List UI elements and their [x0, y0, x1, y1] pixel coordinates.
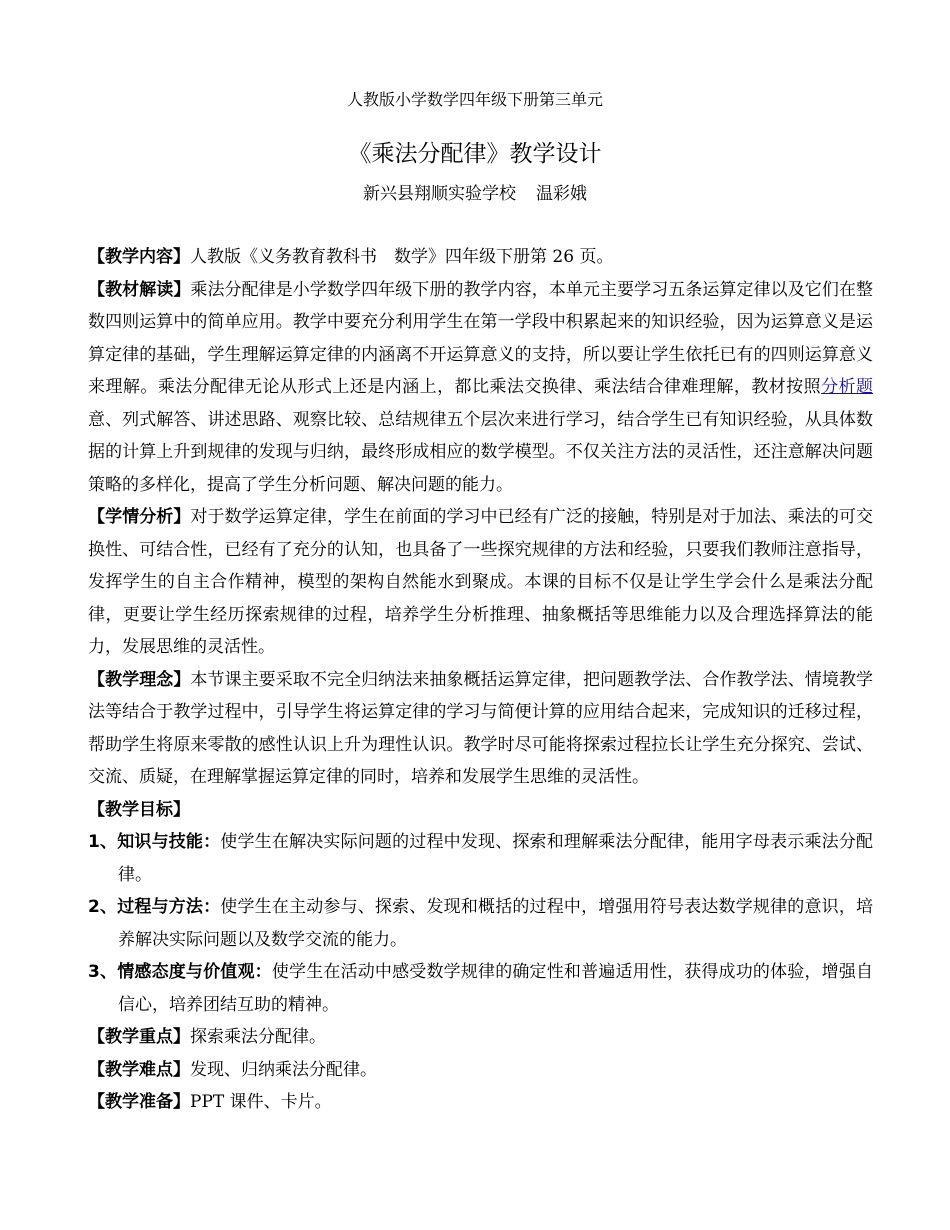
section-textbook	[88, 274, 873, 502]
goal-number: 2、	[88, 897, 118, 917]
section-key-point	[88, 1021, 873, 1054]
goal-label: 过程与方法：	[117, 897, 221, 917]
author-line	[0, 182, 950, 206]
document-body	[88, 241, 873, 1119]
section-label: 【教学理念】	[88, 669, 191, 690]
goal-number: 3、	[88, 962, 118, 982]
author-name: 温彩娥	[536, 184, 587, 204]
section-text: PPT 课件、卡片。	[190, 1092, 332, 1112]
section-label: 【教学目标】	[88, 799, 190, 820]
goal-label: 情感态度与价值观：	[117, 962, 272, 982]
section-text: 对于数学运算定律，学生在前面的学习中已经有广泛的接触，特别是对于加法、乘法的可交换性、可结合性，已经有了充分的认知，也具备了一些探究规律的方法和经验，只要我们教师注意指导，发挥学生的自主合作精神，模型的架构自然能水到聚成。本课的目标不仅是让学生学会什么是乘法分配律，更要让学生经历探索规律的过程，培养学生分析推理、抽象概括等思维能力以及合理选择算法的能力，发展思维的灵活性。	[88, 507, 874, 657]
goal-text: 使学生在活动中感受数学规律的确定性和普遍适用性，获得成功的体验，增强自信心，培养团结互助的精神。	[118, 962, 874, 1015]
section-goals-heading	[88, 794, 873, 827]
analysis-link[interactable]: 分析题	[821, 377, 874, 397]
section-text: 乘法分配律是小学数学四年级下册的教学内容，本单元主要学习五条运算定律以及它们在整数四则运算中的简单应用。教学中要充分利用学生在第一学段中积累起来的知识经验，因为运算意义是运算定律的基础，学生理解运算定律的内涵离不开运算意义的支持，所以要让学生依托已有的四则运算意义来理解。乘法分配律无论从形式上还是内涵上，都比乘法交换律、乘法结合律难理解，教材按照	[88, 279, 874, 397]
section-text: 探索乘法分配律。	[190, 1027, 326, 1047]
section-learners	[88, 501, 873, 664]
section-label: 【学情分析】	[88, 507, 191, 527]
goal-item	[88, 891, 873, 956]
section-label: 【教学重点】	[88, 1027, 190, 1047]
section-text: 本节课主要采取不完全归纳法来抽象概括运算定律，把问题教学法、合作教学法、情境教学法等结合于教学过程中，引导学生将运算定律的学习与简便计算的应用结合起来，完成知识的迁移过程，帮助学生将原来零散的感性认识上升为理性认识。教学时尽可能将探索过程拉长让学生充分探究、尝试、交流、质疑，在理解掌握运算定律的同时，培养和发展学生思维的灵活性。	[88, 669, 874, 787]
page-title: 《乘法分配律》教学设计	[348, 141, 602, 167]
section-label: 【教材解读】	[88, 279, 191, 300]
school-name: 新兴县翔顺实验学校	[363, 184, 516, 204]
goal-number: 1、	[88, 832, 118, 852]
section-label: 【教学准备】	[88, 1092, 190, 1112]
goal-item	[88, 826, 873, 891]
section-text: 发现、归纳乘法分配律。	[190, 1059, 377, 1080]
goal-text: 使学生在主动参与、探索、发现和概括的过程中，增强用符号表达数学规律的意识，培养解决实际问题以及数学交流的能力。	[118, 897, 874, 950]
goal-text: 使学生在解决实际问题的过程中发现、探索和理解乘法分配律，能用字母表示乘法分配律。	[118, 832, 874, 885]
section-text: 人教版《义务教育教科书 数学》四年级下册第 26 页。	[190, 247, 614, 267]
goal-label: 知识与技能：	[117, 832, 221, 852]
section-philosophy	[88, 664, 873, 794]
goal-item	[88, 956, 873, 1021]
section-difficulty	[88, 1054, 873, 1087]
series-heading: 人教版小学数学四年级下册第三单元	[346, 90, 603, 109]
section-text-continued: 意、列式解答、讲述思路、观察比较、总结规律五个层次来进行学习，结合学生已有知识经验，从具体数据的计算上升到规律的发现与归纳，最终形成相应的数学模型。不仅关注方法的灵活性，还注意解决问题策略的多样化，提高了学生分析问题、解决问题的能力。	[88, 409, 873, 495]
section-label: 【教学内容】	[88, 247, 190, 267]
section-preparation	[88, 1086, 873, 1119]
section-label: 【教学难点】	[88, 1059, 190, 1080]
section-content	[88, 241, 873, 274]
